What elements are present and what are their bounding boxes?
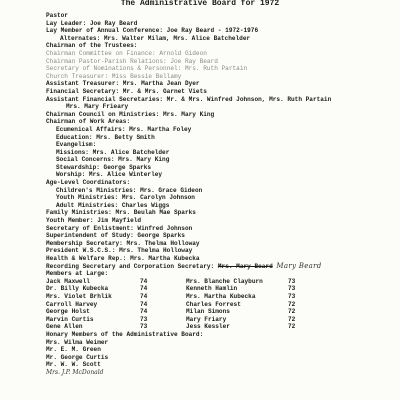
officer-line: Adult Ministries: Charles Wiggs: [56, 201, 170, 209]
handwritten-name: Mrs. J.P. McDonald: [46, 368, 104, 376]
officer-line: Church Treasurer: Miss Bessie Bellamy: [46, 72, 182, 80]
officer-line: Chairman of the Trustees:: [46, 42, 138, 50]
member-row: [46, 293, 392, 301]
officer-line: Evangelism:: [56, 141, 97, 149]
recording-secretary-label: Recording Secretary and Corporation Secretary:: [46, 262, 215, 270]
member-term-year: 72: [288, 300, 296, 308]
member-name: Mrs. Violet Brhlik: [46, 292, 112, 300]
member-term-year: 73: [288, 292, 296, 300]
member-name: Milan Simons: [186, 308, 230, 316]
officer-line: Pastor: [46, 12, 68, 19]
member-row: [46, 278, 392, 286]
member-name: George Holst: [46, 308, 90, 316]
officer-line: Chairman of Work Areas:: [46, 118, 131, 126]
officer-line: Social Concerns: Mrs. Mary King: [56, 156, 170, 164]
officer-line: Financial Secretary: Mr. & Mrs. Garnet Viets: [46, 87, 207, 95]
officer-line: Mrs. Mary Frieary: [66, 103, 129, 111]
officer-line: Chairman Council on Ministries: Mrs. Mary King: [46, 110, 215, 118]
recording-secretary-handwritten-name: Mary Beard: [276, 261, 322, 270]
honorary-member: Mr. W. W. Scott: [46, 361, 101, 369]
member-row: [46, 285, 392, 293]
members-table: [46, 278, 392, 331]
member-name: Jess Kessler: [186, 323, 230, 331]
officer-line: Youth Member: Jim Mayfield: [46, 217, 142, 225]
officer-line: Education: Mrs. Betty Smith: [56, 133, 155, 141]
member-name: Dr. Billy Kubecka: [46, 285, 109, 293]
officer-line: Children's Ministries: Mrs. Grace Gideon: [56, 186, 203, 194]
board-listing: [46, 12, 392, 377]
honorary-member: Mr. E. M. Green: [46, 346, 101, 354]
member-name: Mrs. Blanche Clayburn: [186, 277, 263, 285]
officer-line: Chairman Pastor-Parish Relations: Joe Ray Beard: [46, 57, 218, 65]
honorary-member: Mrs. Wilma Weimer: [46, 338, 109, 346]
member-term-year: 74: [140, 308, 148, 316]
member-row: [46, 301, 392, 309]
honorary-handwritten-entry: [46, 369, 392, 377]
officer-line: Alternates: Mrs. Walter Milam, Mrs. Alice Batchelder: [60, 34, 251, 42]
officer-line: Assistant Financial Secretaries: Mr. & Mrs. Winfred Johnson, Mrs. Ruth Partain: [46, 95, 332, 103]
member-term-year: 72: [288, 308, 296, 316]
honorary-list: [46, 339, 392, 369]
member-term-year: 73: [288, 277, 296, 285]
member-term-year: 73: [140, 315, 148, 323]
officer-line: Worship: Mrs. Alice Winterley: [56, 171, 163, 179]
officer-line: Age-Level Coordinators:: [46, 179, 131, 187]
member-name: Kenneth Hamlin: [186, 285, 238, 293]
officer-line: Secretary of Nominations & Personnel: Mrs. Ruth Partain: [46, 65, 248, 73]
officer-list: [46, 12, 392, 263]
member-name: Carroll Harvey: [46, 300, 98, 308]
document-title: The Administrative Board for 1972: [120, 0, 280, 8]
member-name: Charles Forrest: [186, 300, 241, 308]
officer-line: Health & Welfare Rep.: Mrs. Martha Kubecka: [46, 255, 200, 262]
officer-line: Chairman Committee on Finance: Arnold Gideon: [46, 49, 207, 57]
officer-line: Lay Leader: Joe Ray Beard: [46, 19, 138, 27]
officer-line: Lay Member of Annual Conference: Joe Ray Beard - 1972-1976: [46, 27, 259, 35]
member-name: Gene Allen: [46, 323, 83, 331]
officer-line: Missions: Mrs. Alice Batchelder: [56, 148, 170, 156]
member-term-year: 72: [288, 315, 296, 323]
officer-line: Assistant Treasurer: Mrs. Martha Jean Dyer: [46, 80, 200, 88]
officer-line: Superintendent of Study: George Sparks: [46, 232, 185, 240]
officer-line: Youth Ministries: Mrs. Carolyn Johnson: [56, 194, 195, 202]
members-heading: Members at Large:: [46, 270, 109, 278]
member-name: Marvin Curtis: [46, 315, 94, 323]
member-name: Mary Friary: [186, 315, 227, 323]
recording-secretary-typed-name: Mrs. Mary Beard: [217, 262, 273, 270]
member-term-year: 74: [140, 300, 148, 308]
member-row: [46, 308, 392, 316]
member-term-year: 74: [140, 277, 148, 285]
honorary-heading: Honary Members of the Administrative Board:: [46, 330, 204, 338]
member-name: Jack Maxwell: [46, 277, 90, 285]
officer-line: Family Ministries: Mrs. Beulah Mae Sparks: [46, 209, 196, 217]
officer-line: Membership Secretary: Mrs. Thelma Holloway: [46, 239, 200, 247]
member-term-year: 73: [288, 285, 296, 293]
member-row: [46, 323, 392, 331]
honorary-member: Mr. George Curtis: [46, 353, 109, 361]
member-term-year: 74: [140, 292, 148, 300]
member-term-year: 73: [140, 323, 148, 331]
member-row: [46, 316, 392, 324]
recording-secretary-line: [46, 263, 392, 271]
member-term-year: 72: [288, 323, 296, 331]
officer-line: Ecumenical Affairs: Mrs. Martha Foley: [56, 125, 192, 133]
member-term-year: 74: [140, 285, 148, 293]
officer-line: Secretary of Enlistment: Winfred Johnson: [46, 224, 193, 232]
officer-line: Stewardship: George Sparks: [56, 163, 152, 171]
officer-line: President W.S.C.S.: Mrs. Thelma Holloway: [46, 247, 193, 255]
member-name: Mrs. Martha Kubecka: [186, 292, 256, 300]
